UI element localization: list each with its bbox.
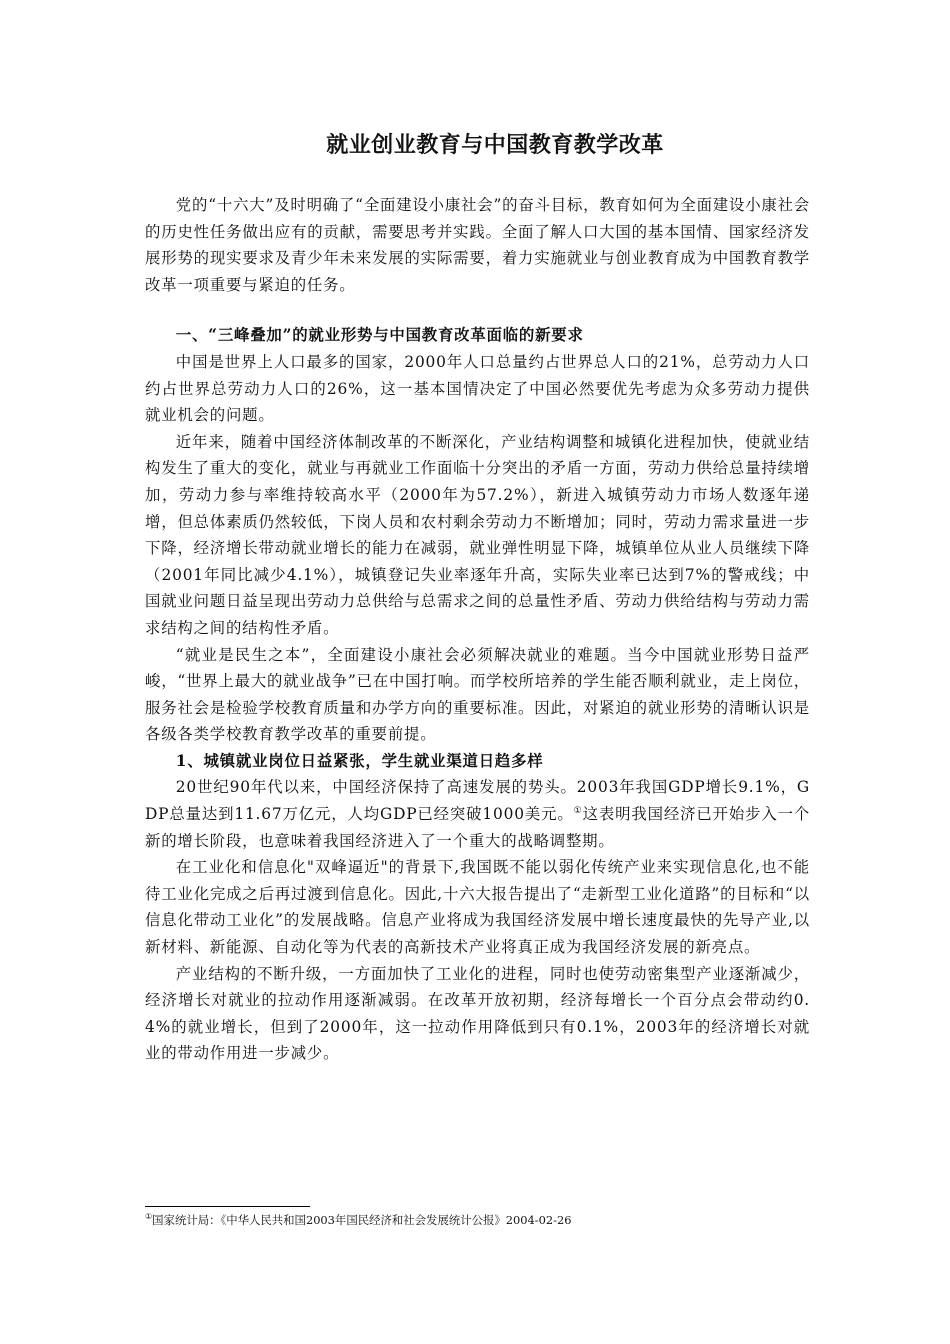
document-title: 就业创业教育与中国教育教学改革 [326,133,664,158]
footnote-marker: ① [145,1212,153,1222]
footnote [145,1212,845,1228]
paragraph-text: 这表明我国经济已开始步入一个新的增长阶段，也意味着我国经济进入了一个重大的战略调整期。 [145,805,811,850]
section-spacer [145,298,810,322]
section-heading: 一、“三峰叠加”的就业形势与中国教育改革面临的新要求 [175,326,584,345]
subsection-heading: 1、城镇就业岗位日益紧张，学生就业渠道日趋多样 [175,751,544,770]
footnote-divider [145,1206,310,1207]
section-paragraph: 中国是世界上人口最多的国家，2000年人口总量约占世界总人口的21%，总劳动力人口约占世界总劳动力人口的26%，这一基本国情决定了中国必然要优先考虑为众多劳动力提供就业机会的问题。 [145,352,810,425]
intro-paragraph: 党的“十六大”及时明确了“全面建设小康社会”的奋斗目标，教育如何为全面建设小康社会的历史性任务做出应有的贡献，需要思考并实践。全面了解人口大国的基本国情、国家经济发展形势的现实要求及青少年未来发展的实际需要，着力实施就业与创业教育成为中国教育教学改革一项重要与紧迫的任务。 [145,196,810,294]
footnote-reference[interactable]: ① [573,805,583,816]
paragraph-text: 20世纪90年代以来，中国经济保持了高速发展的势头。2003年我国GDP增长9.1%，GDP总量达到11.67万亿元，人均GDP已经突破1000美元。 [145,778,810,824]
section-paragraph: 近年来，随着中国经济体制改革的不断深化，产业结构调整和城镇化进程加快，使就业结构发生了重大的变化，就业与再就业工作面临十分突出的矛盾一方面，劳动力供给总量持续增加，劳动力参与率维持较高水平（2000年为57.2%），新进入城镇劳动力市场人数逐年递增，但总体素质仍然较低，下岗人员和农村剩余劳动力不断增加；同时，劳动力需求量进一步下降，经济增长带动就业增长的能力在减弱，就业弹性明显下降，城镇单位从业人员继续下降（2001年同比减少4.1%），城镇登记失业率逐年升高，实际失业率已达到7%的警戒线；中国就业问题日益呈现出劳动力总供给与总需求之间的总量性矛盾、劳动力供给结构与劳动力需求结构之间的结构性矛盾。 [145,432,810,637]
section-paragraph: “就业是民生之本”，全面建设小康社会必须解决就业的难题。当今中国就业形势日益严峻，“世界上最大的就业战争”已在中国打响。而学校所培养的学生能否顺利就业，走上岗位，服务社会是检验学校教育质量和办学方向的重要标准。因此，对紧迫的就业形势的清晰认识是各级各类学校教育教学改革的重要前提。 [145,645,810,744]
subsection-paragraph: 在工业化和信息化"双峰逼近"的背景下,我国既不能以弱化传统产业来实现信息化,也不能待工业化完成之后再过渡到信息化。因此,十六大报告提出了“走新型工业化道路”的目标和“以信息化带动工业化”的发展战略。信息产业将成为我国经济发展中增长速度最快的先导产业,以新材料、新能源、自动化等为代表的高新技术产业将真正成为我国经济发展的新亮点。 [145,858,810,957]
document-body [145,192,810,1067]
footnote-text: 国家统计局：《中华人民共和国2003年国民经济和社会发展统计公报》2004-02-26 [152,1213,572,1227]
subsection-paragraph [145,774,810,854]
subsection-paragraph: 产业结构的不断升级，一方面加快了工业化的进程，同时也使劳动密集型产业逐渐减少，经济增长对就业的拉动作用逐渐减弱。在改革开放初期，经济每增长一个百分点会带动约0.4%的就业增长，但到了2000年，这一拉动作用降低到只有0.1%，2003年的经济增长对就业的带动作用进一步减少。 [145,964,810,1063]
